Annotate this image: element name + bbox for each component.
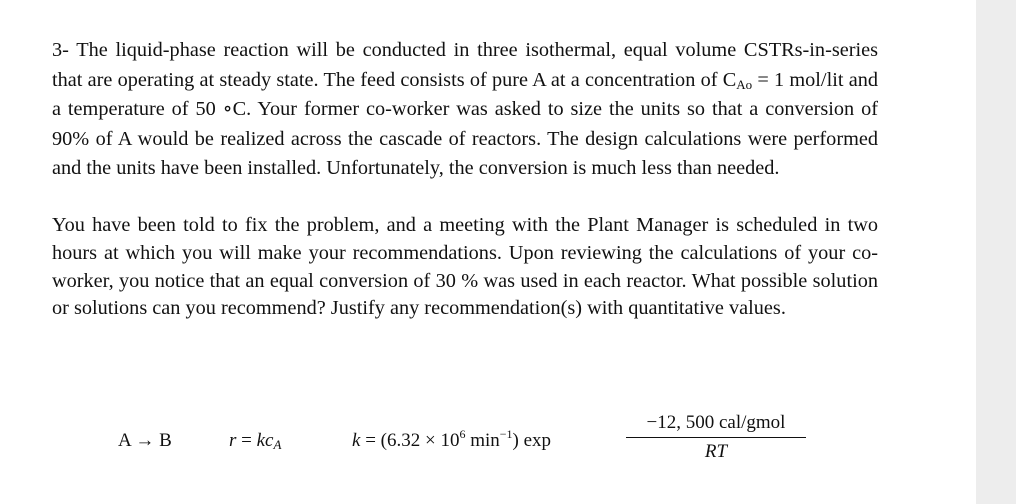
rate-subscript: A bbox=[273, 437, 282, 452]
rate-equals: = bbox=[236, 430, 257, 451]
fraction-denominator: RT bbox=[704, 441, 728, 462]
problem-paragraph-2: You have been told to fix the problem, and a meeting with the Plant Manager is scheduled in two hours at which you will make your recommendations. Upon reviewing the calculations of your co-worker, you notice that an equal conversion of 30 % was used in each reactor. What possible solution or solutions can you recommend? Justify any recommendation(s) with quantitative values. bbox=[52, 213, 878, 320]
k-exp-function: ) exp bbox=[512, 430, 552, 451]
rate-constant bbox=[352, 427, 552, 452]
reaction-equation: A → B bbox=[118, 430, 172, 451]
rate-law bbox=[229, 430, 281, 452]
problem-text bbox=[52, 36, 878, 323]
fraction-numerator: −12, 500 cal/gmol bbox=[626, 412, 806, 438]
problem-paragraph-1 bbox=[52, 36, 878, 184]
k-prefactor: = (6.32 × 10 bbox=[360, 430, 460, 451]
concentration-subscript: Ao bbox=[736, 76, 753, 92]
paragraph-1-text-a: 3- The liquid-phase reaction will be conducted in three isothermal, equal volume CSTRs-in-series that are operating at steady state. The feed consists of pure A at a concentration of C bbox=[52, 39, 878, 91]
equation-row bbox=[0, 412, 976, 482]
k-units-exponent: −1 bbox=[499, 427, 513, 441]
k-exponent: 6 bbox=[459, 427, 466, 441]
right-margin-panel bbox=[976, 0, 1016, 504]
k-units: min bbox=[465, 430, 500, 451]
activation-fraction bbox=[626, 412, 806, 463]
rate-symbol: r bbox=[229, 430, 237, 451]
paragraph-1-text-b: = 1 mol/lit and a temperature of 50 ∘C. Your former co-worker was asked to size the units so that a conversion of 90% of A would be realized across the cascade of reactors. The design calculations were performed and the units have been installed. Unfortunately, the conversion is much less than needed. bbox=[52, 68, 878, 180]
k-symbol: k bbox=[352, 430, 361, 451]
rate-kc: kc bbox=[256, 430, 274, 451]
